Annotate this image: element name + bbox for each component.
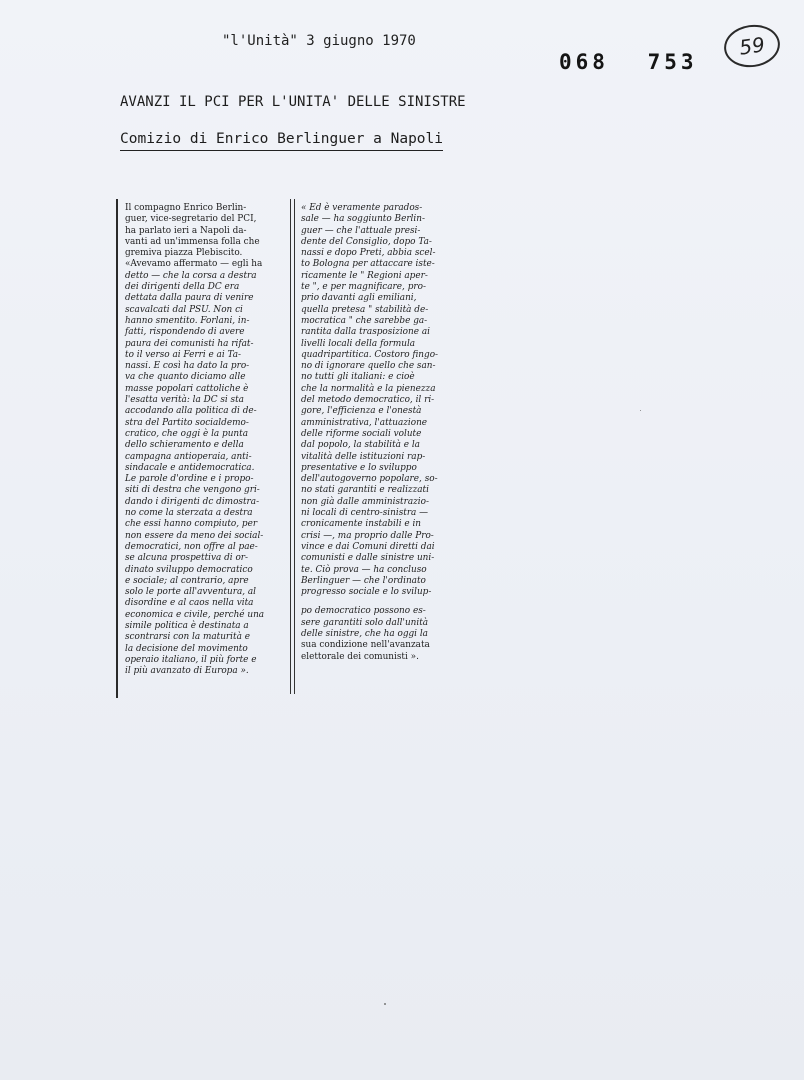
- article-text-line: sindacale e antidemocratica.: [125, 462, 255, 473]
- article-text-line: che la normalità e la pienezza: [301, 383, 436, 394]
- article-text-line: « Ed è veramente parados-: [301, 203, 423, 213]
- article-text-line: no come la sterzata a destra: [125, 508, 253, 519]
- article-text-line: campagna antioperaia, anti-: [125, 451, 252, 462]
- article-text-line: sere garantiti solo dall'unità: [301, 617, 429, 628]
- article-text-line: solo le porte all'avventura, al: [125, 587, 257, 598]
- article-text-line: detto — che la corsa a destra: [125, 270, 257, 281]
- article-text-line: vince e dai Comuni diretti dai: [301, 541, 435, 552]
- article-text-line: delle sinistre, che ha oggi la: [301, 628, 428, 639]
- article-text-line: sale — ha soggiunto Berlin-: [301, 214, 425, 225]
- article-text-line: no di ignorare quello che san-: [301, 361, 436, 372]
- article-text-line: l'esatta verità: la DC si sta: [125, 395, 244, 406]
- article-text-line: fatti, rispondendo di avere: [125, 327, 245, 338]
- newspaper-source-line: "l'Unità" 3 giugno 1970: [222, 33, 416, 49]
- article-text-line: elettorale dei comunisti ».: [301, 651, 419, 662]
- article-text-line: ni locali di centro-sinistra —: [301, 508, 429, 519]
- article-text-line: po democratico possono es-: [301, 606, 426, 617]
- article-text-line: rantita dalla trasposizione ai: [301, 327, 430, 338]
- article-text-line: ricamente le " Regioni aper-: [301, 270, 428, 281]
- article-text-line: va che quanto diciamo alle: [125, 372, 246, 383]
- article-text-line: dal popolo, la stabilità e la: [301, 440, 420, 451]
- article-text-line: democratici, non offre al pae-: [125, 541, 258, 552]
- article-text-line: hanno smentito. Forlani, in-: [125, 315, 250, 326]
- article-column-2: [301, 203, 438, 663]
- article-text-line: scavalcati dal PSU. Non ci: [125, 304, 243, 315]
- article-text-line: sua condizione nell'avanzata: [301, 640, 430, 651]
- article-text-line: te. Ciò prova — ha concluso: [301, 564, 427, 575]
- article-text-line: «Avevamo affermato — egli ha: [125, 259, 263, 270]
- article-text-line: economica e civile, perché una: [125, 609, 265, 620]
- article-text-line: amministrativa, l'attuazione: [301, 417, 428, 428]
- article-text-line: to il verso ai Ferri e ai Ta-: [125, 349, 242, 360]
- article-text-line: no tutti gli italiani: e cioè: [301, 372, 415, 383]
- article-text-line: delle riforme sociali volute: [301, 428, 422, 439]
- article-text-line: gore, l'efficienza e l'onestà: [301, 406, 422, 417]
- column-divider: [290, 199, 291, 694]
- article-text-line: dello schieramento e della: [125, 440, 244, 451]
- clipping-border: [116, 199, 118, 698]
- article-text-line: del metodo democratico, il ri-: [301, 395, 435, 406]
- article-text-line: operaio italiano, il più forte e: [125, 654, 257, 665]
- article-text-line: dei dirigenti della DC era: [125, 282, 240, 293]
- article-text-line: paura dei comunisti ha rifat-: [125, 338, 254, 349]
- article-text-line: il più avanzato di Europa ».: [125, 666, 249, 677]
- article-text-line: che essi hanno compiuto, per: [125, 519, 258, 530]
- article-text-line: Berlinguer — che l'ordinato: [301, 575, 426, 586]
- scan-speck: [384, 1003, 386, 1005]
- article-text-line: quella pretesa " stabilità de-: [301, 304, 429, 315]
- article-text-line: siti di destra che vengono gri-: [125, 485, 260, 496]
- article-text-line: no stati garantiti e realizzati: [301, 485, 429, 496]
- article-text-line: comunisti e dalle sinistre uni-: [301, 553, 435, 564]
- article-text-line: non essere da meno dei social-: [125, 530, 264, 541]
- article-text-line: livelli locali della formula: [301, 338, 416, 349]
- article-text-line: prio davanti agli emiliani,: [301, 293, 417, 304]
- article-text-line: vitalità delle istituzioni rap-: [301, 451, 426, 462]
- scan-speck: [640, 410, 641, 411]
- article-text-line: Le parole d'ordine e i propo-: [125, 474, 254, 485]
- article-text-line: dell'autogoverno popolare, so-: [301, 474, 438, 485]
- article-text-line: ha parlato ieri a Napoli da-: [125, 225, 247, 236]
- article-text-line: e sociale; al contrario, apre: [125, 575, 249, 586]
- article-text-line: cratico, che oggi è la punta: [125, 428, 248, 439]
- article-text-line: progresso sociale e lo svilup-: [301, 587, 432, 598]
- article-text-line: masse popolari cattoliche è: [125, 383, 249, 394]
- article-text-line: guer — che l'attuale presi-: [301, 225, 421, 236]
- article-text-line: disordine e al caos nella vita: [125, 598, 254, 609]
- article-text-line: dando i dirigenti dc dimostra-: [125, 496, 260, 507]
- article-column-1: [125, 203, 264, 677]
- article-subheadline: Comizio di Enrico Berlinguer a Napoli: [120, 131, 443, 151]
- article-text-line: cronicamente instabili e in: [301, 519, 422, 530]
- article-text-line: la decisione del movimento: [125, 643, 248, 654]
- article-text-line: Il compagno Enrico Berlin-: [125, 203, 247, 213]
- article-text-line: se alcuna prospettiva di or-: [125, 553, 249, 564]
- archive-stamp-number: 068 753: [559, 50, 698, 74]
- article-text-line: gremiva piazza Plebiscito.: [125, 248, 243, 259]
- article-text-line: accodando alla politica di de-: [125, 406, 257, 417]
- article-headline: AVANZI IL PCI PER L'UNITA' DELLE SINISTRE: [120, 94, 466, 110]
- article-text-line: stra del Partito socialdemo-: [125, 417, 249, 428]
- article-text-line: mocratica " che sarebbe ga-: [301, 315, 428, 326]
- article-text-line: dente del Consiglio, dopo Ta-: [301, 236, 432, 247]
- article-text-line: nassi. E così ha dato la pro-: [125, 361, 250, 372]
- handwritten-page-number: 59: [721, 21, 782, 70]
- article-text-line: presentative e lo sviluppo: [301, 462, 417, 473]
- article-text-line: vanti ad un'immensa folla che: [125, 236, 260, 247]
- paragraph-gap: [301, 598, 438, 606]
- article-text-line: to Bologna per attaccare iste-: [301, 259, 435, 270]
- column-divider: [294, 199, 295, 694]
- article-text-line: dinato sviluppo democratico: [125, 564, 253, 575]
- article-text-line: guer, vice-segretario del PCI,: [125, 214, 257, 225]
- article-text-line: te ", e per magnificare, pro-: [301, 282, 426, 293]
- article-text-line: scontrarsi con la maturità e: [125, 632, 250, 643]
- article-text-line: quadripartitica. Costoro fingo-: [301, 349, 439, 360]
- article-text-line: crisi —, ma proprio dalle Pro-: [301, 530, 434, 541]
- article-text-line: simile politica è destinata a: [125, 620, 249, 631]
- article-text-line: nassi e dopo Preti, abbia scel-: [301, 248, 436, 259]
- article-text-line: dettata dalla paura di venire: [125, 293, 254, 304]
- article-text-line: non già dalle amministrazio-: [301, 496, 429, 507]
